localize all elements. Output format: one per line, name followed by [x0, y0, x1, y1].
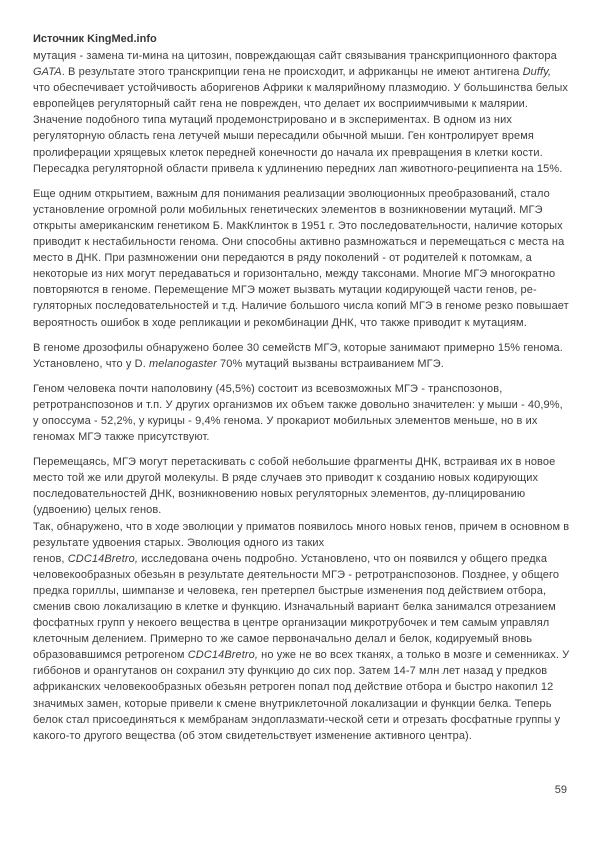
text-run: Значение подобного типа мутаций продемонстрировано и в экспериментах. В одном из них регуляторную область гена летучей мыши пересадили обычной мыши. Ген контролирует время пролиферации хрящевых клеток передней конечности до начала их превращения в клетки кости. Пересадка регуляторной области привела к удлинению передних лап животного-реципиента на 15%. [33, 114, 563, 175]
para-cdc14bretro-evolution [33, 454, 570, 744]
text-run: но уже не во всех тканях, а только в мозге и семенниках. У гиббонов и орангутанов он сохранил эту функцию до сих пор. Затем 14-7 млн лет назад у предков африканских человекообразных обезьян ретроген попал под действие отбора и быстро накопил 12 значимых замен, которые привели к смене внутриклеточной локализации и функции белка. Теперь белок стал присоединяться к мембранам эндоплазмати-ческой сети и отрезать фосфатные группы у какого-то другого вещества (об этом свидетельствует изменение активного центра). [33, 649, 570, 742]
text-run: . В результате этого транскрипции гена не происходит, и африканцы не имеют антигена [61, 66, 523, 79]
source-label: Источник KingMed.info [33, 33, 157, 45]
para-human-genome [33, 381, 570, 445]
italic-term: GATA [33, 66, 62, 79]
text-run: что обеспечивает устойчивость аборигенов Африки к малярийному плазмодию. У большинства белых европейцев регуляторный сайт гена не поврежден, что делает их восприимчивыми к малярии. [33, 82, 568, 111]
para-drosophila-genome [33, 340, 570, 372]
para-mobile-genetic-elements [33, 186, 570, 331]
text-run: мутация - замена ти-мина на цитозин, повреждающая сайт связывания транскрипционного фактора [33, 50, 557, 62]
text-run: 70% мутаций вызваны встраиванием МГЭ. [216, 357, 444, 370]
text-run: Геном человека почти наполовину (45,5%) состоит из всевозможных МГЭ - транспозонов, ретротранспозонов и т.п. У других организмов их объем также довольно значителен: у мыши - 40,9%, у опоссума - 52,2%, у курицы - 9,4% генома. У прокариот мобильных элементов меньше, но в их геномах МГЭ также присутствуют. [33, 382, 563, 444]
document-body [33, 48, 570, 744]
italic-term: melanogaster [149, 357, 217, 370]
italic-term: Duffy, [522, 66, 552, 79]
italic-term: CDC14Bretro, [67, 552, 139, 565]
text-run: В геноме дрозофилы обнаружено более 30 семейств МГЭ, которые занимают примерно 15% генома. Установлено, что у D. [33, 341, 563, 370]
text-run: исследована очень подробно. Установлено, что он появился у общего предка человекообразных обезьян в результате деятельности МГЭ - ретротранспозонов. Позднее, у общего предка гориллы, шимпанзе и человека, ген претерпел быстрые изменения под действием отбора, сменив свою локализацию в клетке и функцию. Изначальный вариант белка занимался отрезанием фосфатных групп у некоего вещества в центре организации микротрубочек и тем самым управлял клеточным делением. Примерно то же самое первоначально делал и белок, кодируемый вновь образовавшимся ретрогеном [33, 552, 560, 662]
text-run: генов, [33, 552, 68, 565]
text-run: Так, обнаружено, что в ходе эволюции у приматов появилось много новых генов, причем в основном в результате удвоения старых. Эволюция одного из таких [33, 520, 570, 549]
para-gata-mutation [33, 48, 570, 177]
italic-term: CDC14Bretro, [187, 649, 259, 662]
text-run: Перемещаясь, МГЭ могут перетаскивать с собой небольшие фрагменты ДНК, встраивая их в новое место той же или другой молекулы. В ряде случаев это приводит к созданию новых кодирующих последовательностей ДНК, возникновению новых регуляторных элементов, ду-плицированию (удвоению) целых генов. [33, 456, 556, 517]
text-run: Еще одним открытием, важным для понимания реализации эволюционных преобразований, стало установление огромной роли мобильных генетических элементов в возникновении мутаций. МГЭ открыты американским генетиком Б. МакКлинток в 1951 г. Это последовательности, наличие которых приводит к нестабильности генома. Они способны активно размножаться и перемещаться с места на место в ДНК. При размножении они передаются в ряду поколений - от родителей к потомкам, а некоторые из них могут передаваться и горизонтально, между таксонами. Многие МГЭ многократно повторяются в геноме. Перемещение МГЭ может вызвать мутации кодирующей части генов, ре-гуляторных последовательностей и т.д. Наличие большого числа копий МГЭ в геноме резко повышает вероятность ошибок в ходе репликации и рекомбинации ДНК, что также приводит к мутациям. [33, 187, 569, 329]
page-number: 59 [554, 784, 567, 796]
